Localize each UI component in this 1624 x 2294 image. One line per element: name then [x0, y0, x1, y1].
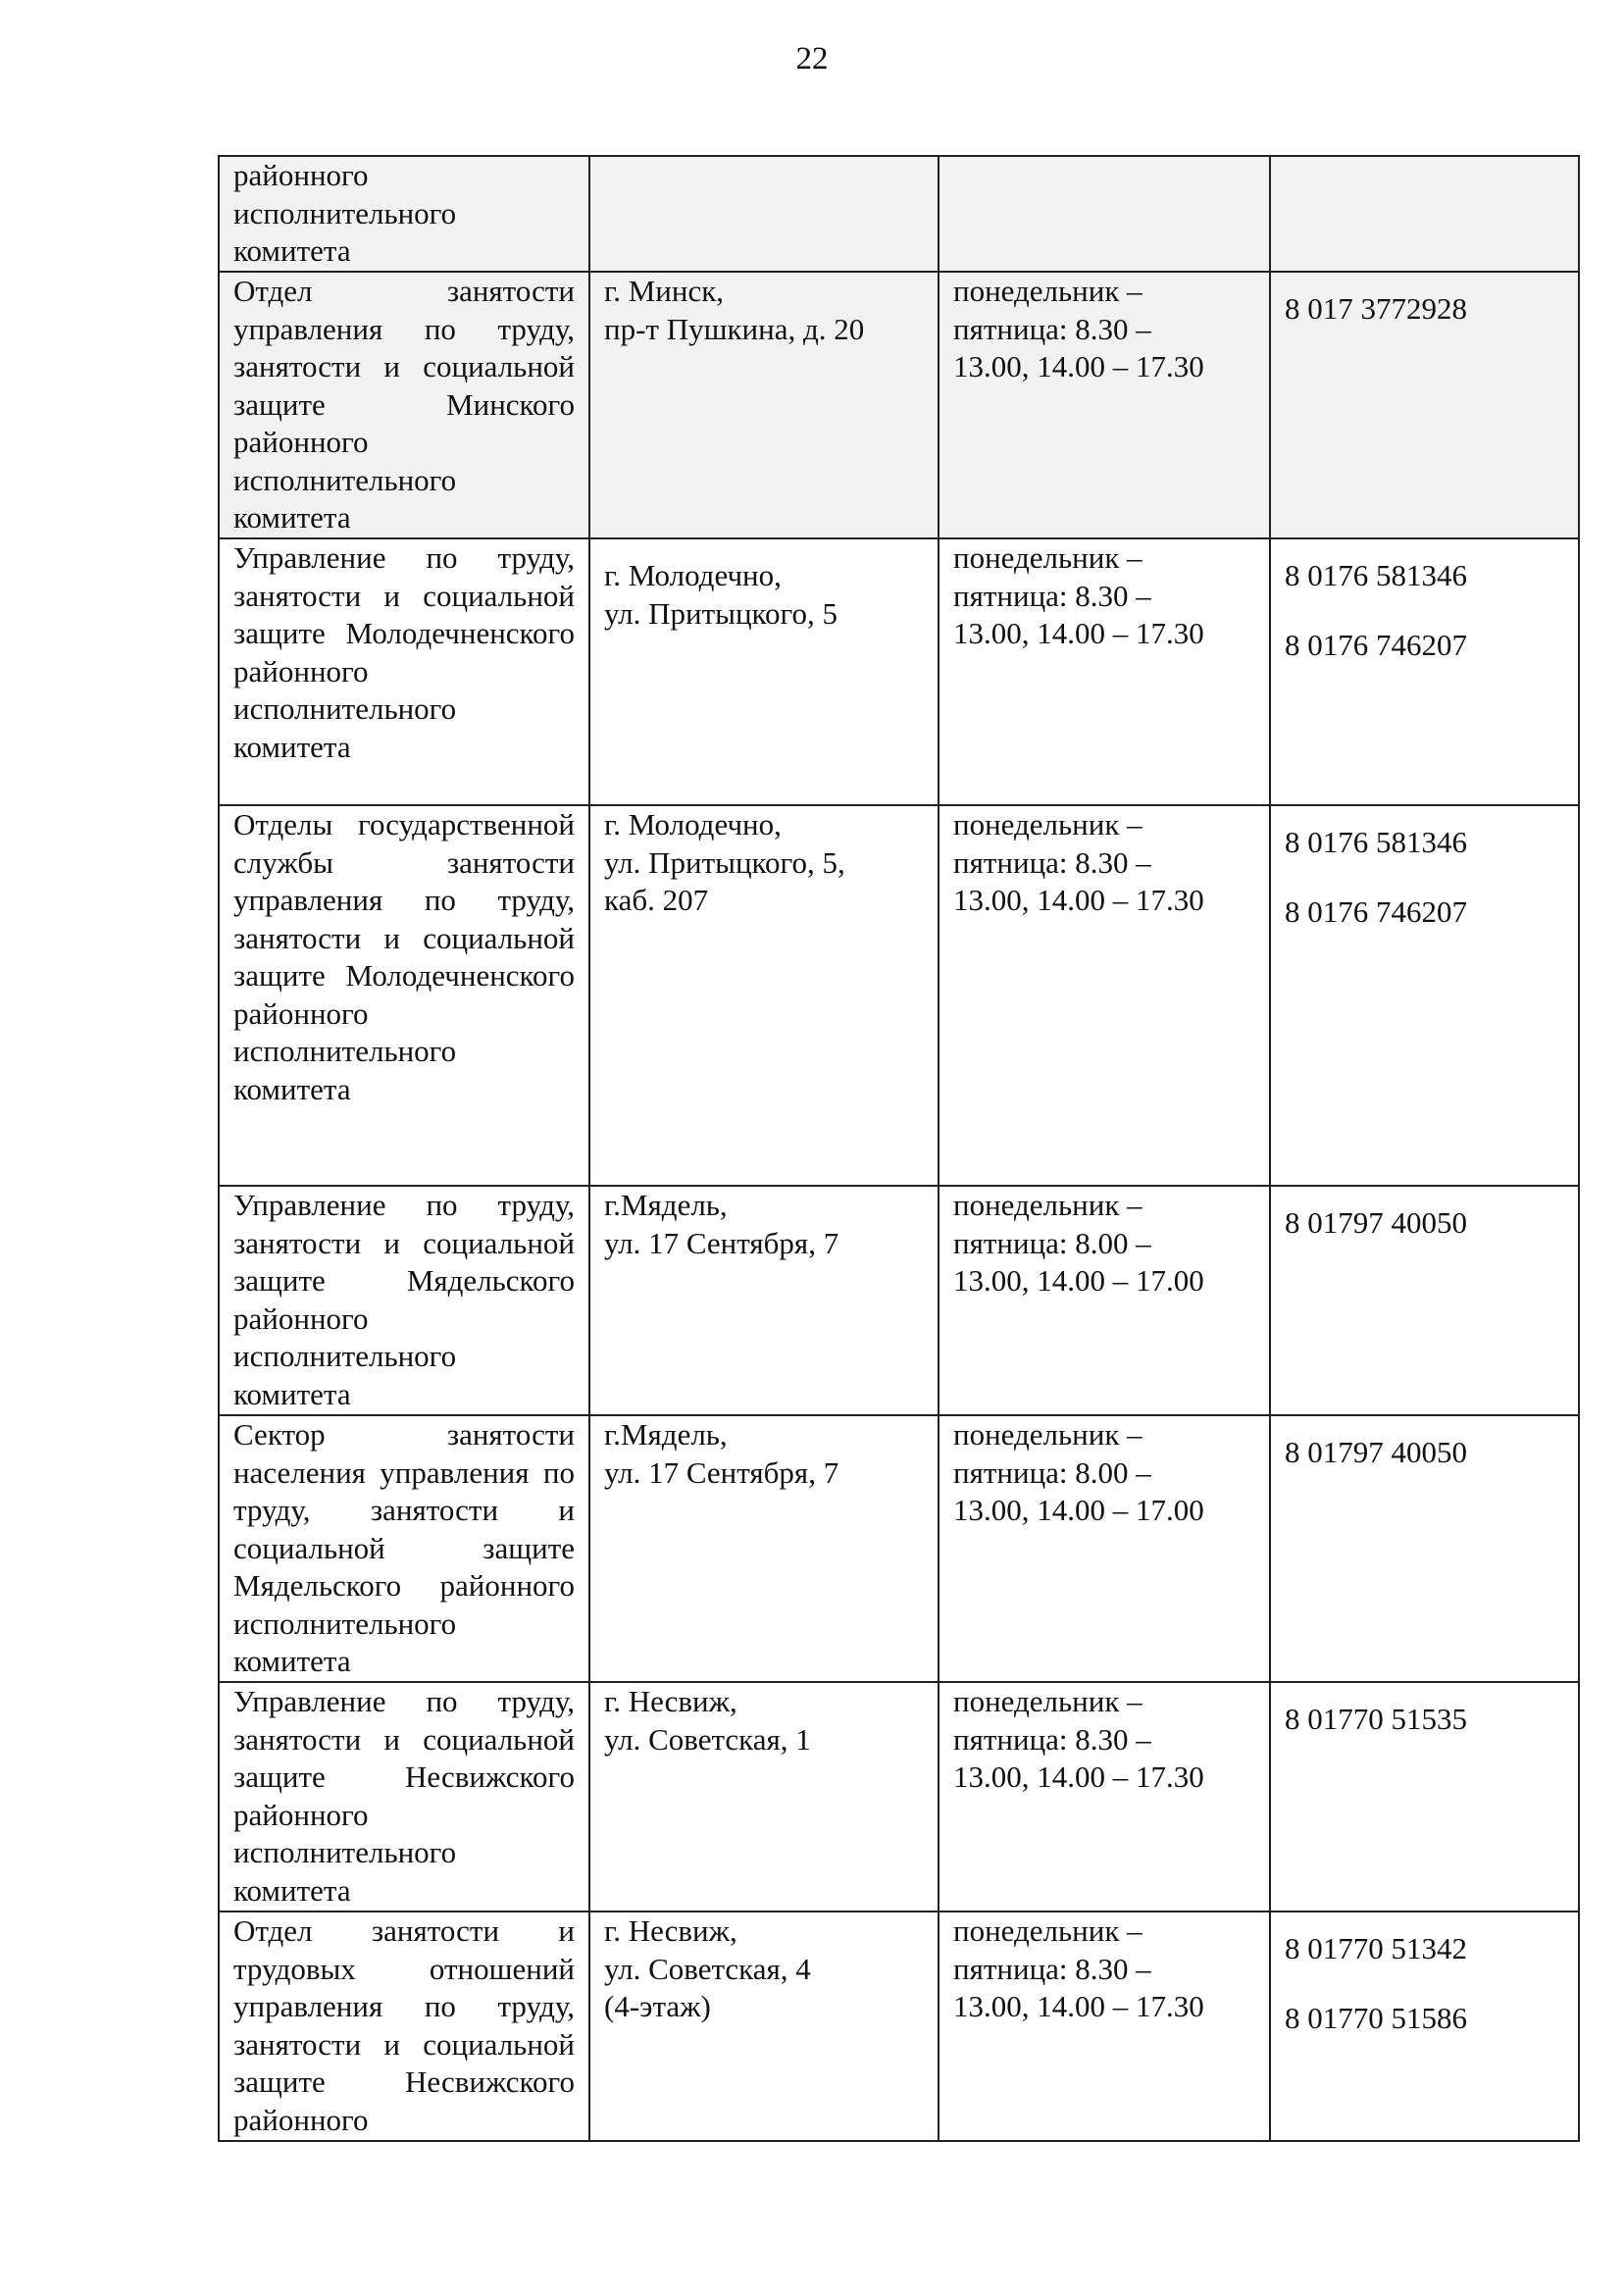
office-hours: понедельник – пятница: 8.30 – 13.00, 14.00 – 17.30	[953, 274, 1204, 383]
phone-number: 8 01770 51586	[1285, 2001, 1467, 2035]
office-name-cell	[219, 156, 589, 272]
hours-cell	[939, 156, 1270, 272]
office-name-cell	[219, 1682, 589, 1912]
phone-cell	[1270, 538, 1579, 805]
hours-cell	[939, 272, 1270, 538]
office-name: Отделы государственной службы занятости управления по труду, занятости и социальной защите Молодечненского районного исполнительного комитета	[233, 807, 575, 1106]
office-name: Отдел занятости и трудовых отношений управления по труду, занятости и социальной защите Несвижского районного	[233, 1913, 575, 2137]
office-name-cell	[219, 272, 589, 538]
office-name: Управление по труду, занятости и социальной защите Молодечненского районного исполнительного комитета	[233, 540, 575, 764]
phone-cell	[1270, 1682, 1579, 1912]
office-name-cell	[219, 805, 589, 1186]
office-address: г. Несвиж, ул. Советская, 4 (4-этаж)	[604, 1913, 811, 2023]
employment-offices-table	[218, 155, 1580, 2142]
office-name: Отдел занятости управления по труду, занятости и социальной защите Минского районного исполнительного комитета	[233, 274, 575, 535]
address-cell	[589, 805, 939, 1186]
office-hours: понедельник – пятница: 8.00 – 13.00, 14.00 – 17.00	[953, 1417, 1204, 1527]
office-name: Управление по труду, занятости и социальной защите Мядельского районного исполнительного комитета	[233, 1188, 575, 1411]
address-cell	[589, 1912, 939, 2141]
office-name: районного исполнительного комитета	[233, 158, 457, 268]
office-name: Управление по труду, занятости и социальной защите Несвижского районного исполнительного комитета	[233, 1684, 575, 1908]
table-row	[219, 538, 1579, 805]
phone-cell	[1270, 1415, 1579, 1682]
office-hours: понедельник – пятница: 8.30 – 13.00, 14.00 – 17.30	[953, 807, 1204, 917]
office-address: г. Молодечно, ул. Притыцкого, 5	[604, 558, 837, 631]
phone-cell	[1270, 1912, 1579, 2141]
address-cell	[589, 1682, 939, 1912]
office-name-cell	[219, 1912, 589, 2141]
hours-cell	[939, 1912, 1270, 2141]
office-hours: понедельник – пятница: 8.30 – 13.00, 14.00 – 17.30	[953, 540, 1204, 650]
phone-cell	[1270, 805, 1579, 1186]
page-number: 22	[795, 41, 829, 76]
office-name-cell	[219, 538, 589, 805]
office-hours: понедельник – пятница: 8.30 – 13.00, 14.00 – 17.30	[953, 1913, 1204, 2023]
table-row	[219, 1912, 1579, 2141]
office-address: г. Молодечно, ул. Притыцкого, 5, каб. 207	[604, 807, 845, 917]
phone-cell	[1270, 272, 1579, 538]
office-name-cell	[219, 1415, 589, 1682]
phone-number: 8 01770 51535	[1285, 1702, 1467, 1736]
hours-cell	[939, 1186, 1270, 1415]
office-address: г. Несвиж, ул. Советская, 1	[604, 1684, 811, 1757]
office-name-cell	[219, 1186, 589, 1415]
table-row	[219, 272, 1579, 538]
address-cell	[589, 156, 939, 272]
phone-number: 8 01797 40050	[1285, 1205, 1467, 1240]
phone-cell	[1270, 156, 1579, 272]
phone-cell	[1270, 1186, 1579, 1415]
hours-cell	[939, 1682, 1270, 1912]
office-hours: понедельник – пятница: 8.30 – 13.00, 14.00 – 17.30	[953, 1684, 1204, 1794]
table-row	[219, 156, 1579, 272]
address-cell	[589, 538, 939, 805]
phone-number: 8 01770 51342	[1285, 1931, 1467, 1965]
office-address: г.Мядель, ул. 17 Сентября, 7	[604, 1417, 839, 1490]
table-row	[219, 805, 1579, 1186]
hours-cell	[939, 1415, 1270, 1682]
phone-number: 8 0176 581346	[1285, 825, 1467, 859]
phone-number: 8 0176 746207	[1285, 628, 1467, 662]
table-row	[219, 1186, 1579, 1415]
office-name: Сектор занятости населения управления по труду, занятости и социальной защите Мядельского районного исполнительного комитета	[233, 1417, 575, 1678]
office-address: г.Мядель, ул. 17 Сентября, 7	[604, 1188, 839, 1260]
address-cell	[589, 1415, 939, 1682]
office-address: г. Минск, пр-т Пушкина, д. 20	[604, 274, 865, 346]
hours-cell	[939, 538, 1270, 805]
phone-number: 8 017 3772928	[1285, 291, 1467, 326]
address-cell	[589, 1186, 939, 1415]
hours-cell	[939, 805, 1270, 1186]
phone-number: 8 01797 40050	[1285, 1435, 1467, 1469]
table-row	[219, 1682, 1579, 1912]
phone-number: 8 0176 746207	[1285, 894, 1467, 929]
table-row	[219, 1415, 1579, 1682]
office-hours: понедельник – пятница: 8.00 – 13.00, 14.00 – 17.00	[953, 1188, 1204, 1298]
address-cell	[589, 272, 939, 538]
phone-number: 8 0176 581346	[1285, 558, 1467, 592]
